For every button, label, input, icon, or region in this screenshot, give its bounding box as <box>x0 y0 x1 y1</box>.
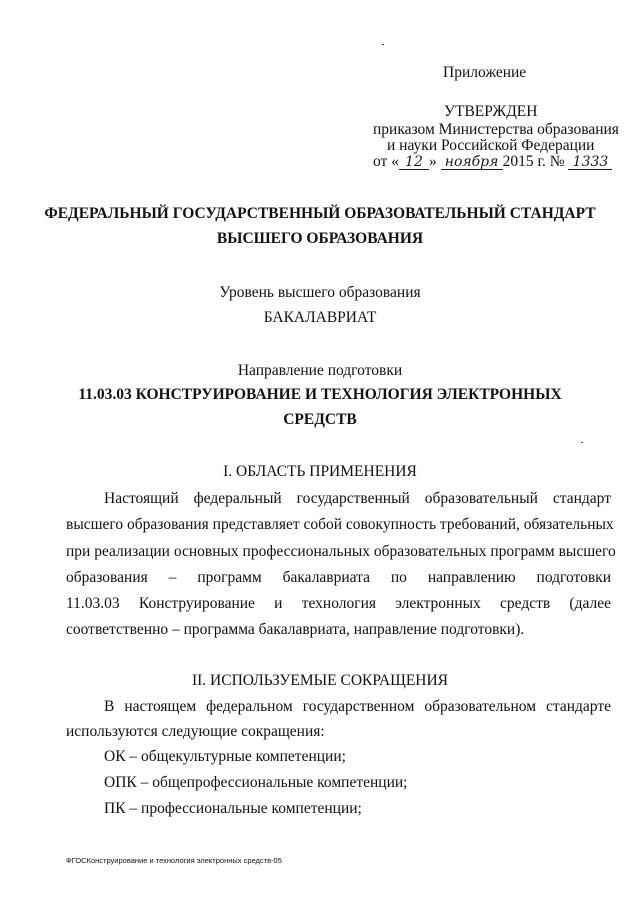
section-2-paragraph-line: используются следующие сокращения: <box>66 723 325 740</box>
section-1-paragraph-line: соответственно – программа бакалавриата, направление подготовки). <box>66 621 525 638</box>
education-level-value: БАКАЛАВРИАТ <box>263 309 377 326</box>
direction-label: Направление подготовки <box>237 362 403 379</box>
abbreviation-item: ОК – общекультурные компетенции; <box>104 748 346 765</box>
abbreviation-item: ОПК – общепрофессиональные компетенции; <box>104 774 408 791</box>
order-number-handwritten: 1333 <box>568 155 612 170</box>
section-2-heading: II. ИСПОЛЬЗУЕМЫЕ СОКРАЩЕНИЯ <box>191 672 449 689</box>
section-1-paragraph-line: высшего образования представляет собой совокупность требований, обязательных <box>66 516 614 533</box>
document-title-line-1: ФЕДЕРАЛЬНЫЙ ГОСУДАРСТВЕННЫЙ ОБРАЗОВАТЕЛЬНЫЙ СТАНДАРТ <box>44 205 596 222</box>
date-month-handwritten: ноября <box>441 155 503 170</box>
date-mid: » <box>428 153 437 170</box>
appendix-label: Приложение <box>443 64 527 81</box>
order-line-1: приказом Министерства образования <box>373 121 619 138</box>
section-1-heading: I. ОБЛАСТЬ ПРИМЕНЕНИЯ <box>223 463 417 480</box>
date-day-handwritten: 12 <box>399 155 429 170</box>
document-title-line-2: ВЫСШЕГО ОБРАЗОВАНИЯ <box>216 230 424 247</box>
education-level-label: Уровень высшего образования <box>219 284 421 301</box>
direction-title-line-1: 11.03.03 КОНСТРУИРОВАНИЕ И ТЕХНОЛОГИЯ ЭЛЕКТРОННЫХ <box>78 386 562 403</box>
direction-title-line-2: СРЕДСТВ <box>283 411 357 428</box>
section-1-paragraph-line: образования – программ бакалавриата по направлению подготовки <box>66 569 611 586</box>
approved-label: УТВЕРЖДЕН <box>444 103 538 120</box>
date-prefix: от « <box>373 153 399 170</box>
section-1-paragraph-line: при реализации основных профессиональных образовательных программ высшего <box>66 543 616 560</box>
date-year: 2015 г. № <box>502 153 565 170</box>
section-2-paragraph-line: В настоящем федеральном государственном образовательном стандарте <box>104 698 611 715</box>
order-date-line <box>373 153 612 171</box>
section-1-paragraph-line: 11.03.03 Конструирование и технология электронных средств (далее <box>66 595 611 612</box>
scan-speck <box>382 44 384 45</box>
scan-speck <box>581 442 583 443</box>
page-footer: ФГОСКонструирование и технология электронных средств-05 <box>66 856 282 865</box>
section-1-paragraph-line: Настоящий федеральный государственный образовательный стандарт <box>104 490 611 507</box>
abbreviation-item: ПК – профессиональные компетенции; <box>104 800 362 817</box>
order-line-2: и науки Российской Федерации <box>387 137 595 154</box>
